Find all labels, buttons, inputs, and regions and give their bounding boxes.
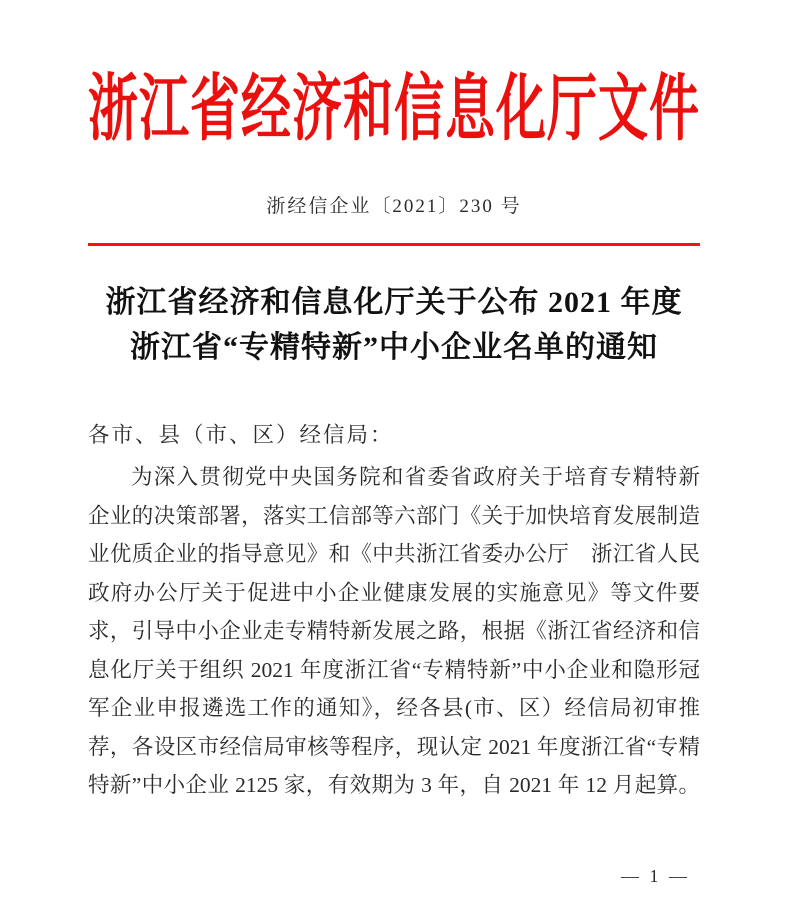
paragraph-line: 为深入贯彻党中央国务院和省委省政府关于培育专精特新	[131, 465, 700, 489]
paragraph-line: 荐，各设区市经信局审核等程序，现认定 2021 年度浙江省“专精	[88, 734, 700, 759]
paragraph-line: 业优质企业的指导意见》和《中共浙江省委办公厅 浙江省人民	[88, 542, 700, 566]
document-title	[88, 280, 700, 370]
document-title-line: 浙江省“专精特新”中小企业名单的通知	[130, 331, 658, 364]
body-paragraph	[88, 458, 700, 805]
red-divider-rule	[88, 243, 700, 246]
page-number: — 1 —	[621, 866, 690, 886]
document-masthead	[88, 0, 700, 158]
document-title-line: 浙江省经济和信息化厅关于公布 2021 年度	[105, 286, 683, 319]
paragraph-line: 息化厅关于组织 2021 年度浙江省“专精特新”中小企业和隐形冠	[88, 657, 700, 682]
paragraph-line: 求，引导中小企业走专精特新发展之路，根据《浙江省经济和信	[88, 619, 700, 643]
masthead-title: 浙江省经济和信息化厅文件	[88, 68, 700, 150]
document-number: 浙经信企业〔2021〕230 号	[266, 196, 522, 217]
paragraph-line: 特新”中小企业 2125 家，有效期为 3 年，自 2021 年 12 月起算。	[88, 773, 700, 797]
paragraph-line: 军企业申报遴选工作的通知》，经各县(市、区）经信局初审推	[88, 696, 700, 720]
salutation: 各市、县（市、区）经信局：	[88, 423, 394, 447]
paragraph-line: 政府办公厅关于促进中小企业健康发展的实施意见》等文件要	[88, 580, 700, 605]
paragraph-line: 企业的决策部署，落实工信部等六部门《关于加快培育发展制造	[88, 503, 700, 528]
